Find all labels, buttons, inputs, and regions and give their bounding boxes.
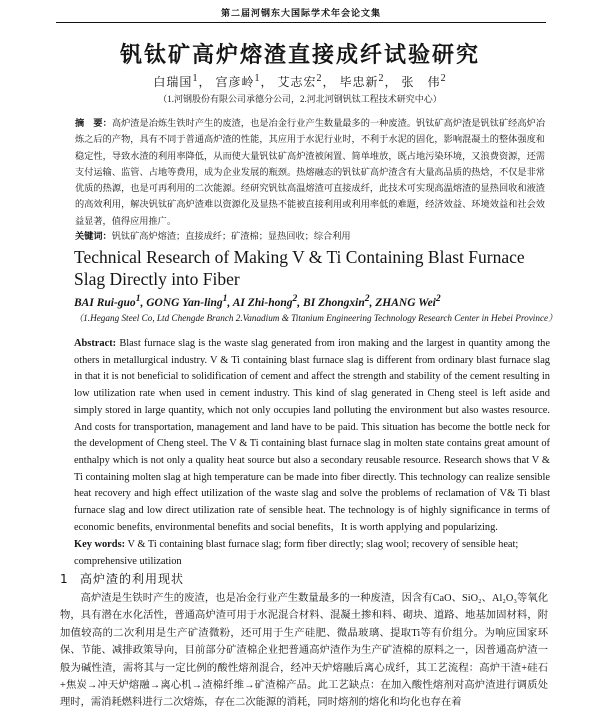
author-affil-mark: 1: [222, 293, 228, 304]
author-name: BI Zhongxin: [303, 296, 365, 309]
keywords-text: 钒钛矿高炉熔渣；直接成纤；矿渣棉；显热回收；综合利用: [111, 231, 351, 241]
author-name: 毕忠新: [339, 75, 379, 89]
title-english: Technical Research of Making V & Ti Containing Blast Furnace Slag Directly into Fiber: [74, 247, 525, 289]
abstract-text: 高炉渣是冶炼生铁时产生的废渣，也是冶金行业产生数量最多的一种废渣。钒钛矿高炉渣是钒钛矿经高炉冶炼之后的产物，具有不同于普通高炉渣的性能，其应用于水泥行业时，不利于水泥的固化，影响混凝土的整体强度和稳定性，导致水渣的利用率降低，从而使大量钒钛矿高炉渣被闲置、简单堆放，既占地污染环境，又浪费资源，还需支付运输、监管、占地等费用，成为企业发展的瓶颈。热熔融态的钒钛矿高炉渣含有大量高品质的热焓，不仅是非常优质的热源，也是可再利用的二次能源。经研究钒钛高温熔渣可直接成纤，此技术可实现高温熔渣的显热回收和液渣的高效利用，解决钒钛矿高炉渣难以资源化及显热不能被直接利用或利用率低的难题，经济效益、环境效益和社会效益显著，值得应用推广。: [75, 118, 546, 226]
keywords-label: 关键词：: [75, 231, 112, 241]
author-affil-mark: 1: [135, 293, 141, 304]
body-paragraph: 高炉渣是生铁时产生的废渣，也是冶金行业产生数量最多的一种废渣，因含有CaO、SiO₂、Al₂O₃等氧化物，具有潜在水化活性，普通高炉渣可用于水泥混合材料、混凝土掺和料、砌块、道路、地基加固材料，附加值较高的二次利用是生产矿渣微粉，还可用于生产硅肥、微晶玻璃、提取Ti等有价组分。为响应国家环保、节能、减排政策导向，目前部分矿渣棉企业把普通高炉渣作为生产矿渣棉的原料之一，因普通高炉渣一般为碱性渣，需将其与一定比例的酸性熔剂混合，经冲天炉熔融后离心成纤，其工艺流程：高炉干渣+硅石+焦炭→冲天炉熔融→离心机→渣棉纤维→矿渣棉产品。此工艺缺点：在加入酸性熔剂对高炉渣进行调质处理时，需消耗燃料进行二次熔炼，存在二次能源的消耗，同时熔剂的熔化和均化也存在着: [60, 593, 548, 709]
authors-english: BAI Rui-guo$^1$, GONG Yan-ling$^1$, AI Zhi-hong$^2$, BI Zhongxin$^2$, ZHANG Wei$^2$: [74, 293, 441, 309]
author-name: 艾志宏: [277, 75, 317, 89]
author-name: 宫彦岭: [215, 75, 255, 89]
author-affil-mark: 1: [192, 73, 199, 84]
author-name: 张 伟: [401, 75, 441, 89]
author-name: 白瑞国: [153, 75, 193, 89]
affiliation-english: （1.Hegang Steel Co, Ltd Chengde Branch 2.Vanadium & Titanium Engineering Technology Research Center in Hebei Province）: [74, 313, 558, 323]
section-number: 1: [60, 572, 69, 586]
section-heading: [60, 570, 540, 587]
author-affil-mark: 2: [378, 73, 385, 84]
keywords-label: Key words:: [74, 539, 126, 550]
author-name: AI Zhi-hong: [232, 296, 293, 309]
abstract-text: Blast furnace slag is the waste slag generated from iron making and the largest in quantity among the others in metallurgical industry. V & Ti containing blast furnace slag is different from ordinary blast furnace slag in that it is not beneficial to solidification of cement and affect the strength and stability of the cement resulting in low utilization rate when used in cement industry. This kind of slag generated in Cheng steel is left aside and simply stored in large quantity, which not only occupies land polluting the environment but also wastes resource. And costs for transportation, management and land have to be paid. This situation has become the bottle neck for the development of Cheng steel. The V & Ti containing blast furnace slag in molten state contains great amount of enthalpy which is not only a quality heat source but also a secondary reusable resource. Research shows that V & Ti containing molten slag at high temperature can be made into fiber directly. This technology can realize sensible heat recovery and high effect utilization of the waste slag and solve the problems of reclamation of V& Ti blast furnace slag and low direct utilization rate of sensible heat. The technology is of highly significance in terms of economic benefits, environmental benefits and social benefits，It is worth applying and popularizing.: [74, 338, 550, 533]
authors-chinese: 白瑞国$^1$， 宫彦岭$^1$， 艾志宏$^2$， 毕忠新$^2$， 张 伟$^2$: [153, 73, 447, 89]
affiliation-chinese: （1.河钢股份有限公司承德分公司，2.河北河钢钒钛工程技术研究中心）: [158, 94, 442, 104]
author-affil-mark: 2: [364, 293, 370, 304]
author-affil-mark: 1: [254, 73, 261, 84]
author-affil-mark: 2: [435, 293, 441, 304]
author-name: ZHANG Wei: [375, 296, 436, 309]
keywords-text: V & Ti containing blast furnace slag; form fiber directly; slag wool; recovery of sensible heat; comprehensive utilization: [74, 539, 519, 567]
abstract-english: [74, 336, 550, 536]
author-affil-mark: 2: [316, 73, 323, 84]
author-affil-mark: 2: [292, 293, 298, 304]
author-name: BAI Rui-guo: [74, 296, 136, 309]
author-affil-mark: 2: [440, 73, 447, 84]
author-name: GONG Yan-ling: [146, 296, 223, 309]
abstract-label: 摘 要：: [75, 118, 112, 128]
keywords-chinese: [75, 229, 545, 243]
running-head: 第二届河钢东大国际学术年会论文集: [56, 6, 546, 23]
section-title: 高炉渣的利用现状: [80, 572, 185, 586]
abstract-label: Abstract:: [74, 338, 117, 349]
abstract-chinese: [75, 115, 545, 229]
keywords-english: [74, 537, 550, 570]
title-chinese: 钒钛矿高炉熔渣直接成纤试验研究: [119, 43, 480, 68]
